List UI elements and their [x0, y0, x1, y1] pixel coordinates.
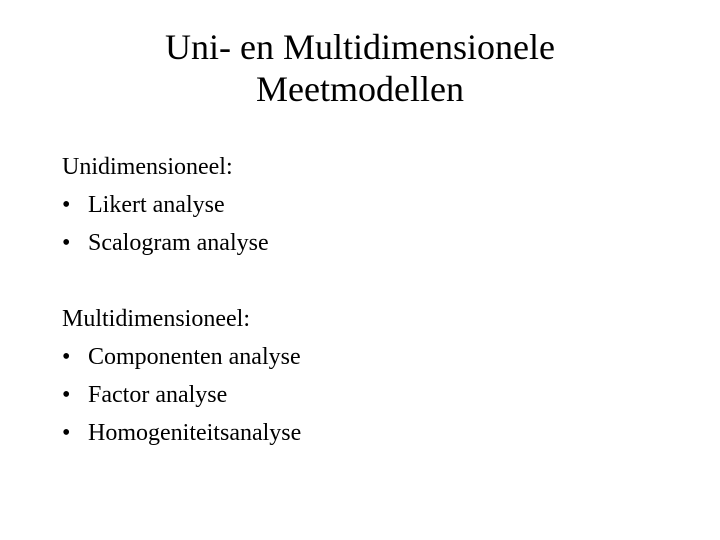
list-item-label: Scalogram analyse — [88, 230, 269, 256]
bullet-list — [62, 186, 662, 262]
list-item — [62, 224, 662, 262]
list-item-label: Likert analyse — [88, 192, 225, 218]
section-unidimensional — [62, 148, 662, 262]
list-item — [62, 376, 662, 414]
bullet-icon: • — [62, 420, 71, 446]
list-item — [62, 338, 662, 376]
section-heading: Unidimensioneel: — [62, 154, 233, 180]
list-item-label: Homogeniteitsanalyse — [88, 420, 302, 446]
section-spacer — [62, 262, 662, 300]
slide-body — [62, 148, 662, 452]
list-item-label: Componenten analyse — [88, 344, 301, 370]
slide-title-line-2: Meetmodellen — [256, 69, 464, 109]
list-item-label: Factor analyse — [88, 382, 228, 408]
bullet-list — [62, 338, 662, 452]
slide-title-line-1: Uni- en Multidimensionele — [165, 27, 555, 67]
bullet-icon: • — [62, 192, 71, 218]
bullet-icon: • — [62, 382, 71, 408]
list-item — [62, 414, 662, 452]
bullet-icon: • — [62, 344, 71, 370]
bullet-icon: • — [62, 230, 71, 256]
list-item — [62, 186, 662, 224]
slide-title — [40, 26, 680, 110]
section-multidimensional — [62, 300, 662, 452]
section-heading: Multidimensioneel: — [62, 306, 250, 332]
